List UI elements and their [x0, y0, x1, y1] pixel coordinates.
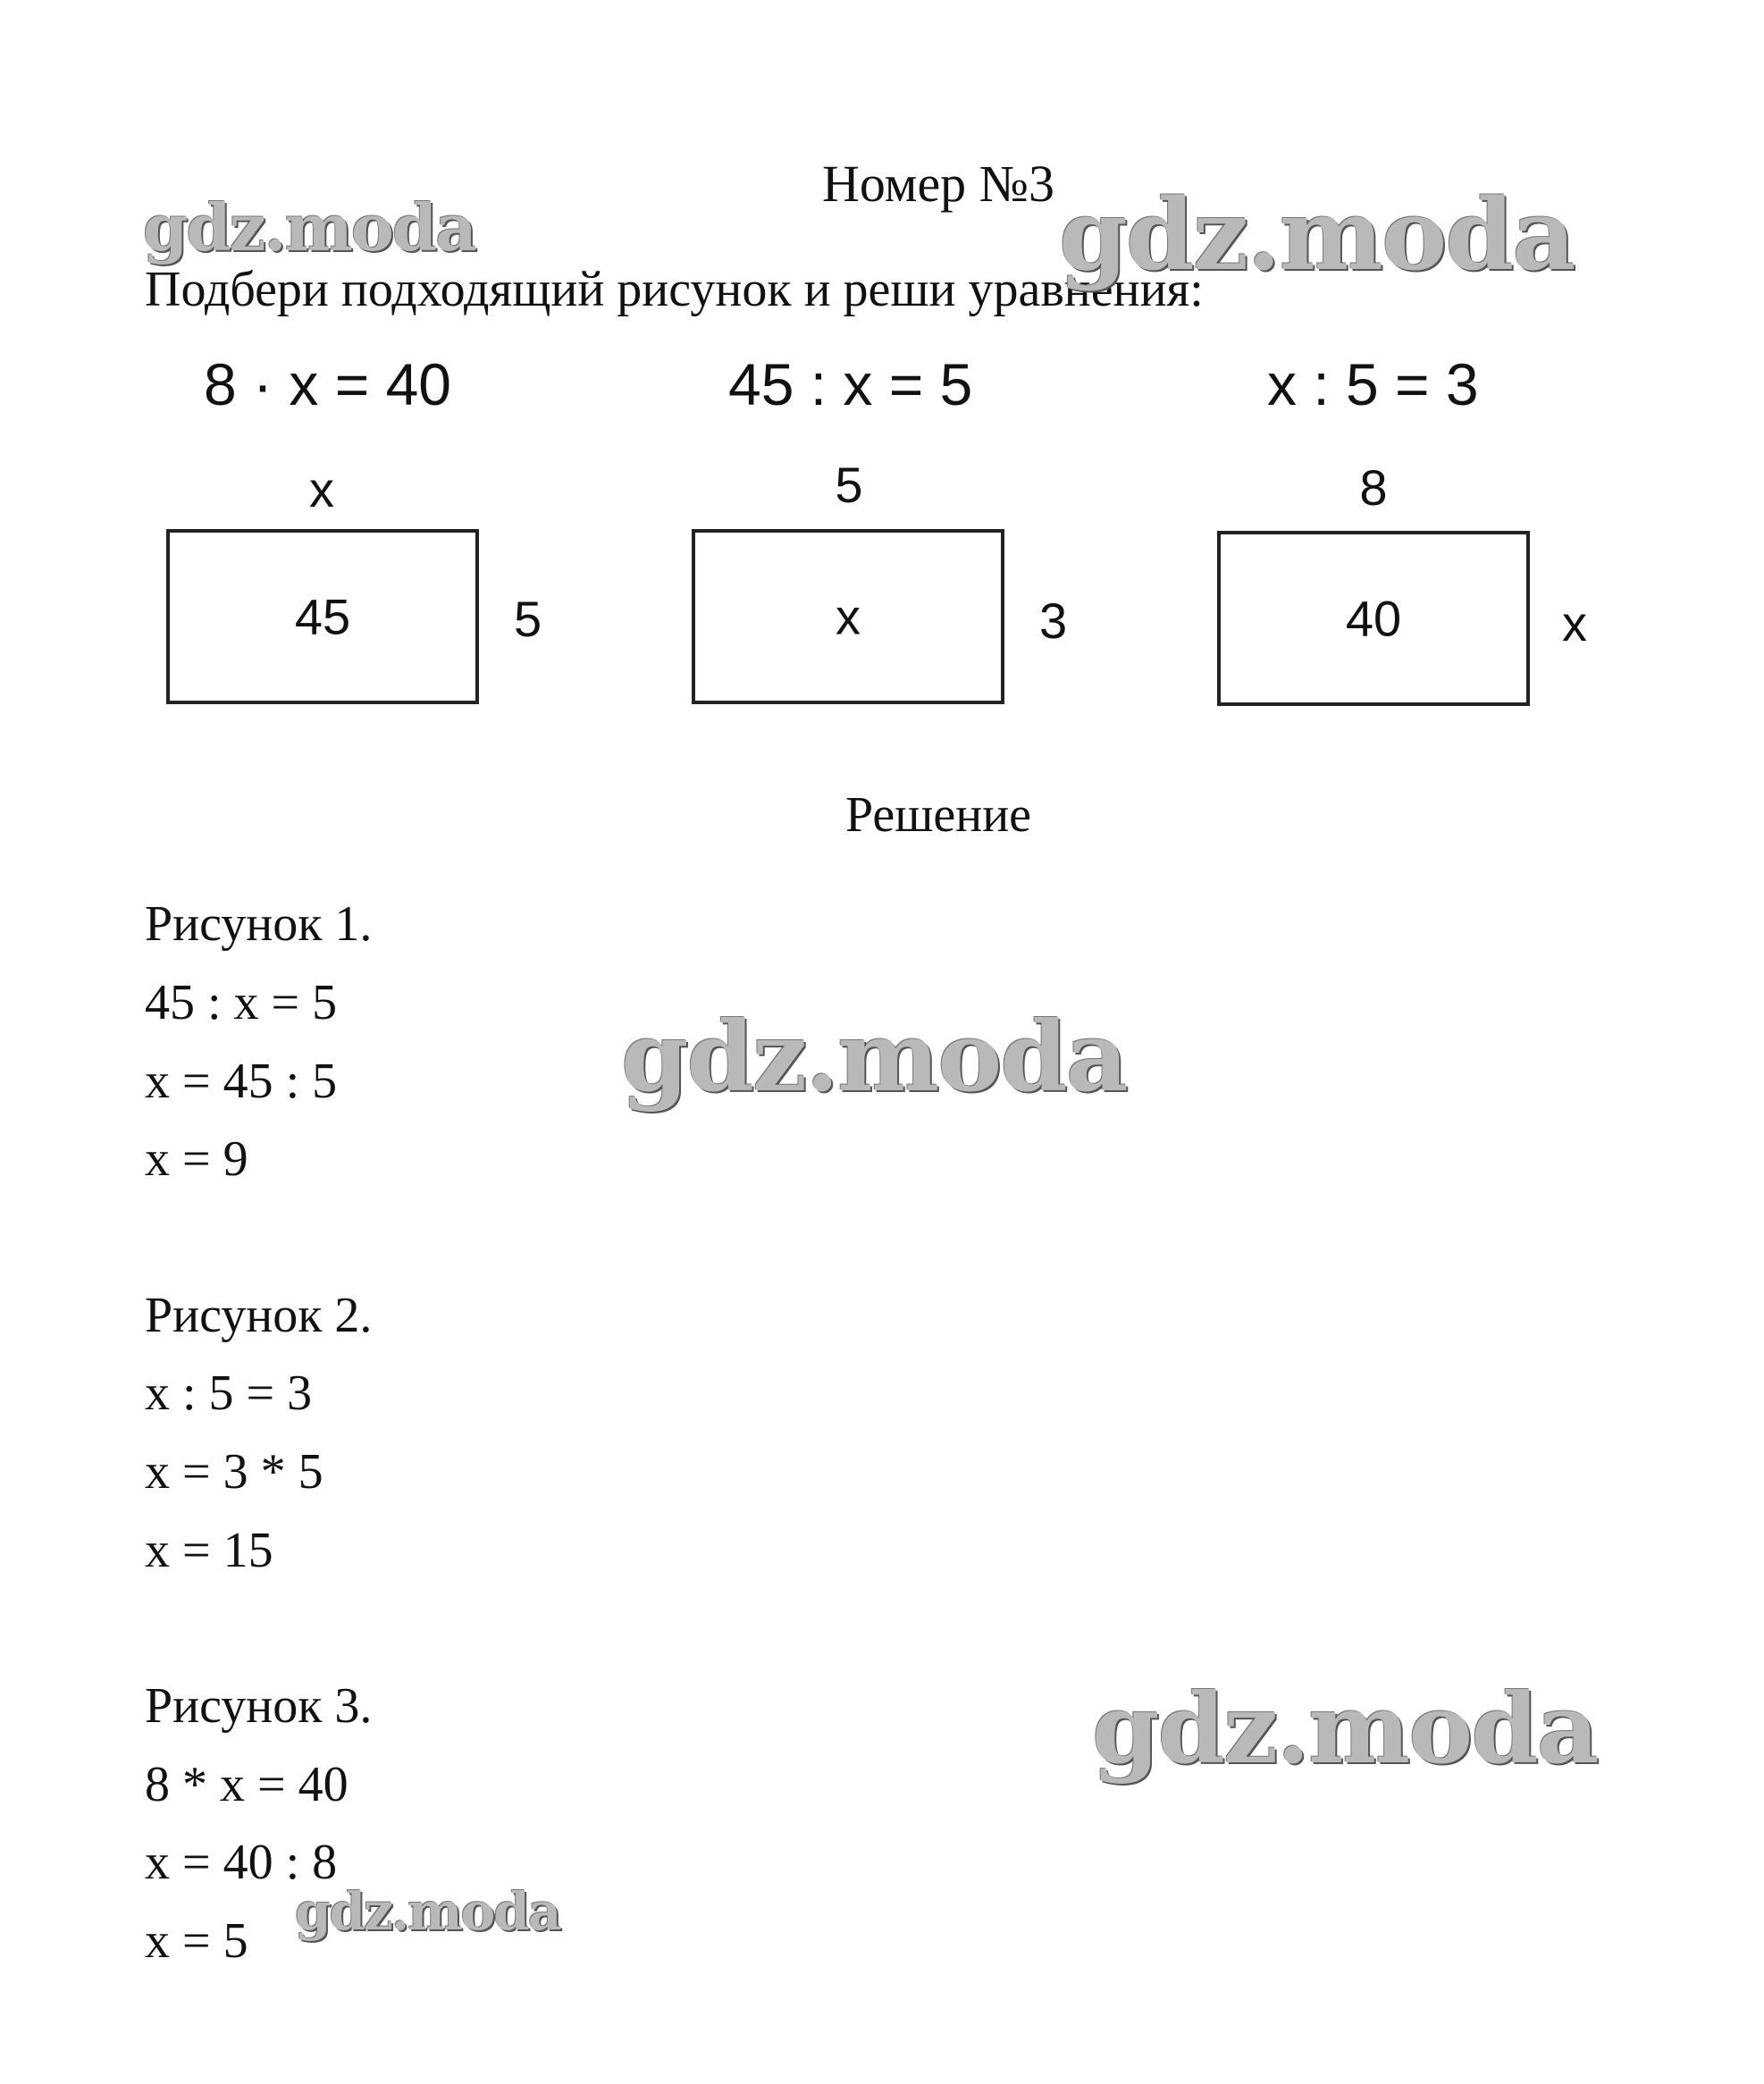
figure-2-top-label: 5: [835, 457, 863, 513]
watermark-logo: gdz.moda: [295, 1881, 560, 1942]
solution-heading: Решение: [844, 787, 1032, 843]
watermark-logo: gdz.moda: [143, 189, 475, 265]
solution-2-label: Рисунок 2.: [145, 1288, 373, 1343]
watermark-logo: gdz.moda: [1092, 1673, 1598, 1786]
solution-3-line-1: 8 * x = 40: [145, 1757, 349, 1812]
solution-1-label: Рисунок 1.: [145, 896, 373, 952]
equation-2: 45 : x = 5: [728, 351, 973, 417]
solution-2-line-1: x : 5 = 3: [145, 1366, 313, 1421]
figure-2-rectangle: [692, 529, 1004, 704]
figure-1-rectangle: [166, 529, 479, 704]
solution-1-line-3: x = 9: [145, 1131, 248, 1187]
equation-1: 8 · x = 40: [204, 351, 451, 417]
figure-2-side-label: 3: [1039, 592, 1068, 649]
solution-1-line-1: 45 : x = 5: [145, 975, 338, 1030]
solution-3-label: Рисунок 3.: [145, 1678, 373, 1734]
solution-1-line-2: x = 45 : 5: [145, 1054, 338, 1109]
figure-3-top-label: 8: [1359, 459, 1388, 516]
figure-2-inside-label: x: [836, 588, 861, 645]
figure-3-rectangle: [1217, 531, 1530, 706]
watermark-logo: gdz.moda: [621, 1001, 1127, 1113]
solution-3-line-3: x = 5: [145, 1913, 248, 1969]
watermark-logo: gdz.moda: [1059, 177, 1575, 292]
task-text: Подбери подходящий рисунок и реши уравнения:: [145, 262, 1204, 317]
figure-3-inside-label: 40: [1345, 590, 1402, 647]
solution-3-line-2: x = 40 : 8: [145, 1835, 338, 1890]
equation-3: x : 5 = 3: [1267, 351, 1479, 417]
figure-3-side-label: x: [1562, 595, 1587, 651]
figure-1-inside-label: 45: [294, 588, 351, 645]
figure-1-top-label: x: [309, 461, 334, 517]
solution-2-line-3: x = 15: [145, 1523, 273, 1578]
solution-2-line-2: x = 3 * 5: [145, 1444, 323, 1500]
figure-1-side-label: 5: [514, 591, 542, 647]
page-title: Номер №3: [821, 155, 1055, 213]
